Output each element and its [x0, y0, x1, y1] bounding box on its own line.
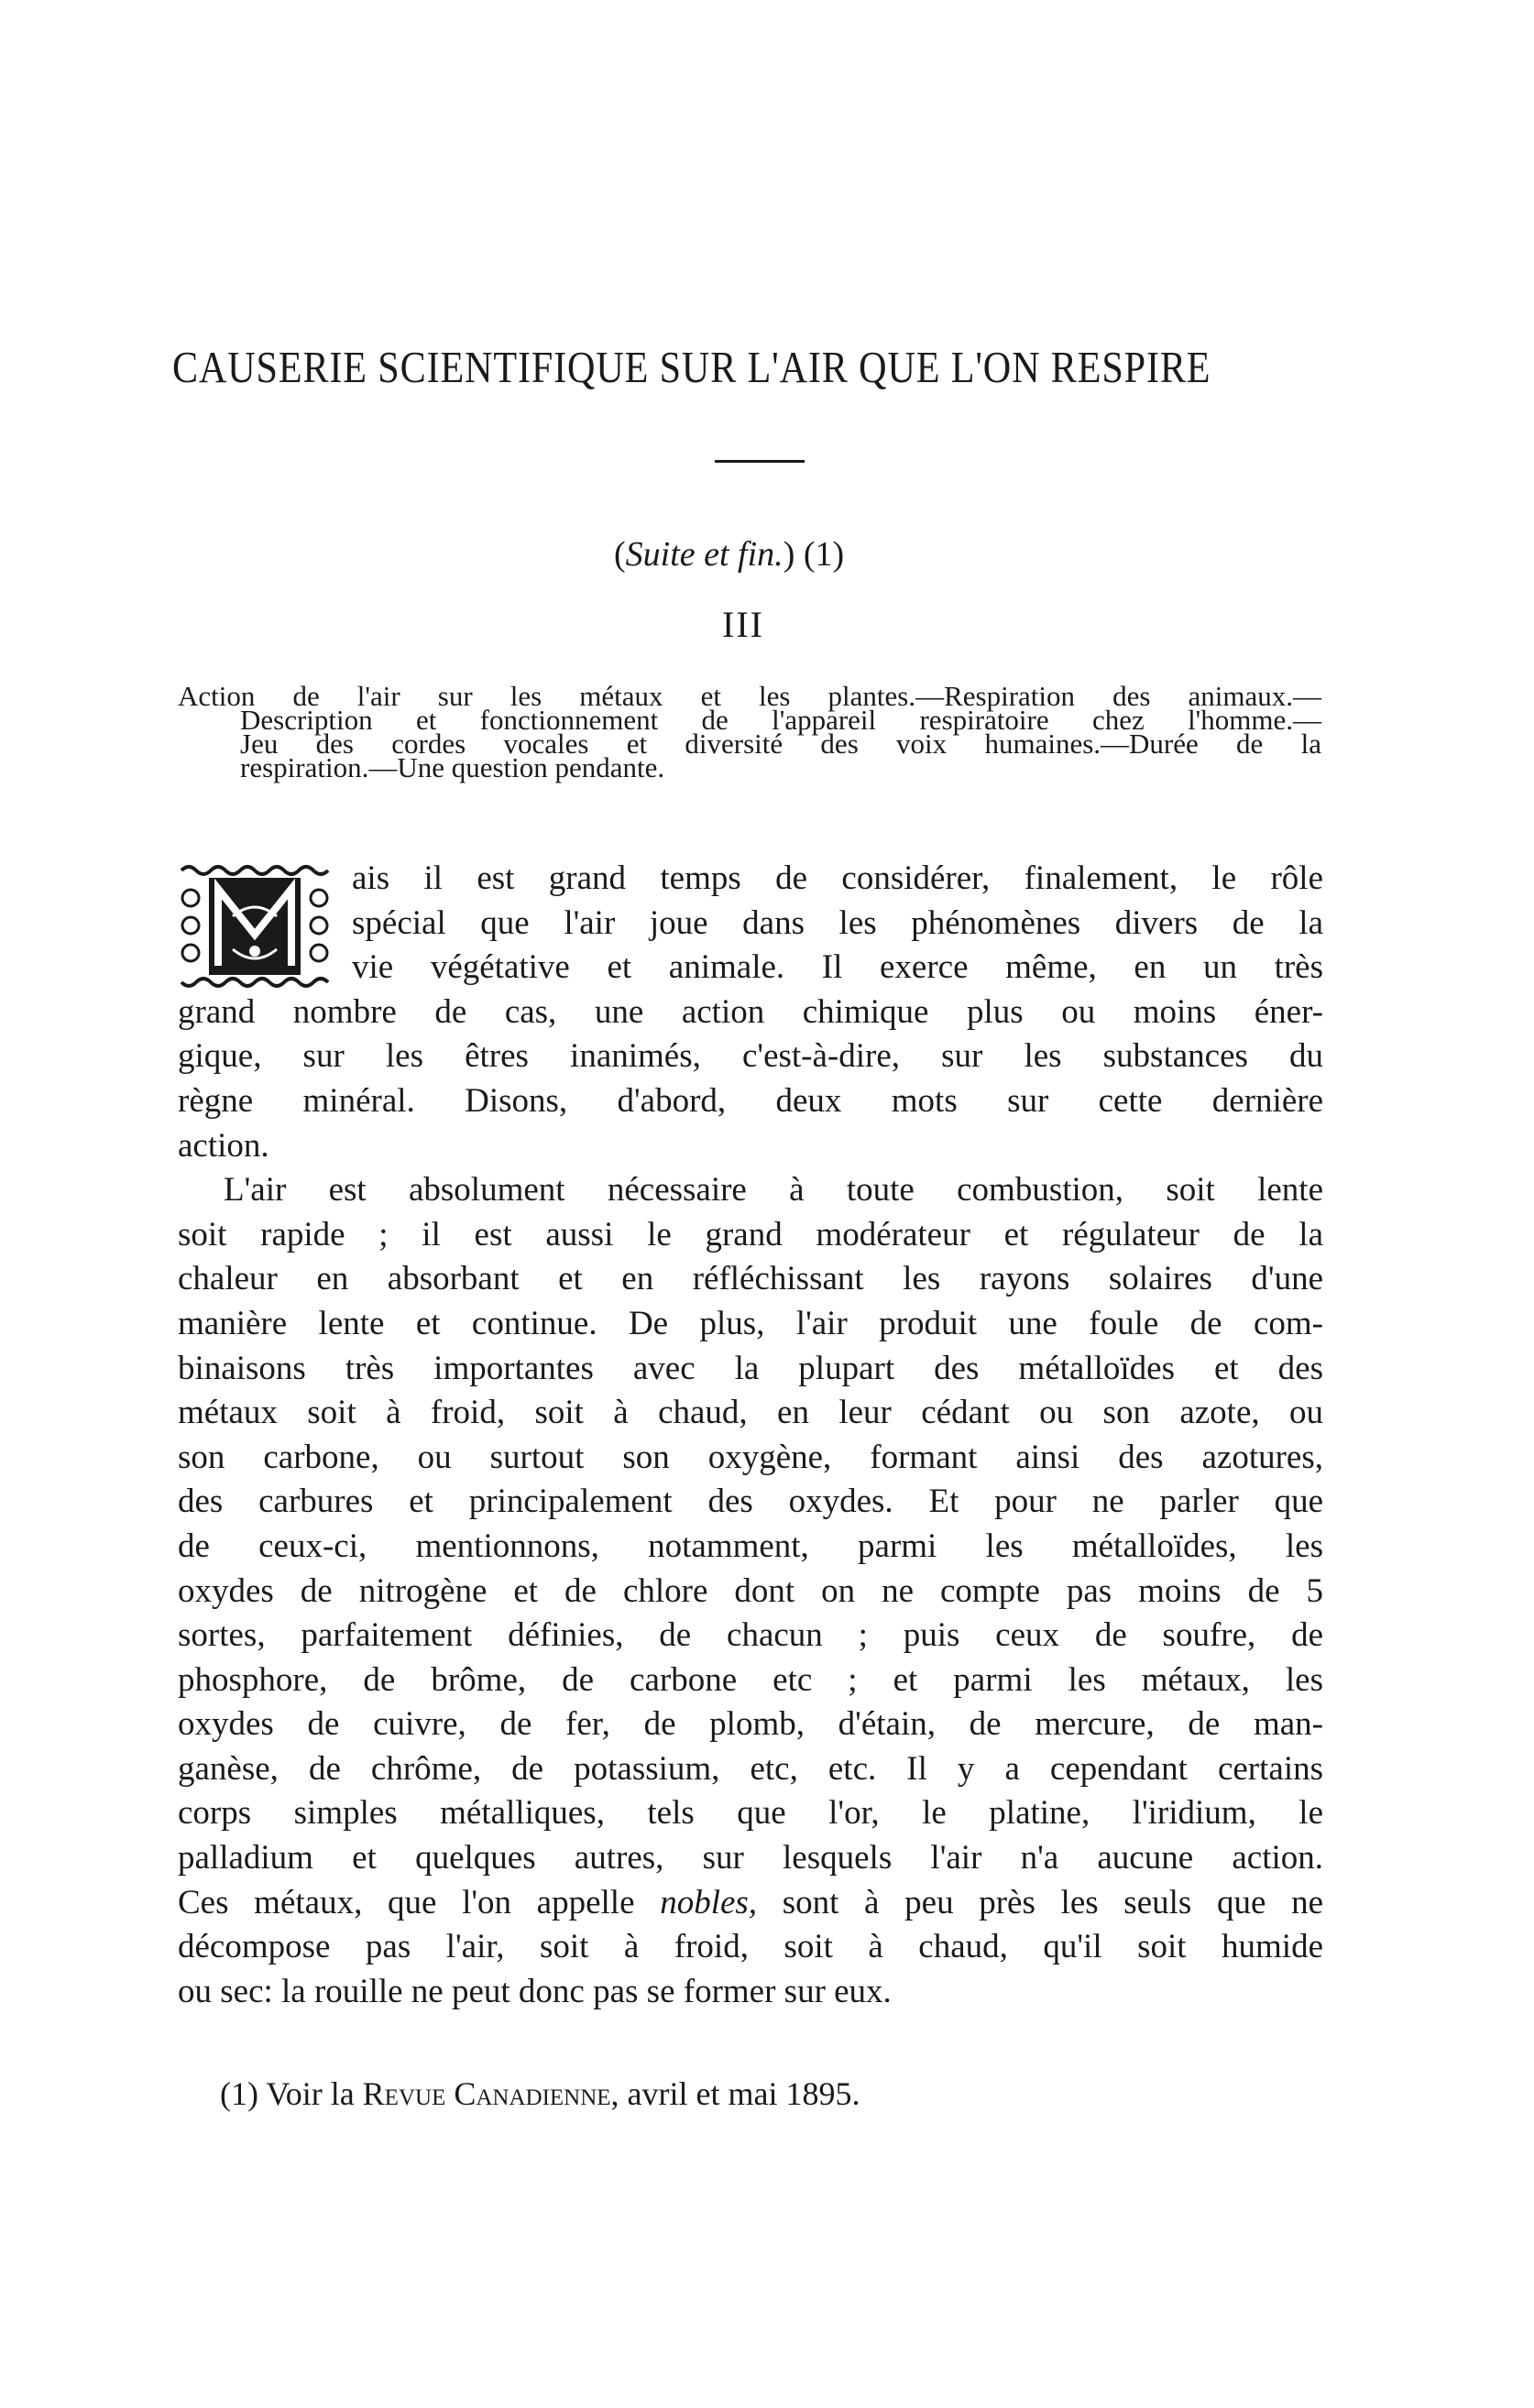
italic-term-nobles: nobles, [660, 1883, 758, 1921]
footnote-text-after: avril et mai 1895. [619, 2075, 860, 2112]
body-line: chaleur en absorbant et en réfléchissant les rayons solaires d'une [178, 1260, 1323, 1298]
body-line: oxydes de nitrogène et de chlore dont on ne compte pas moins de 5 [178, 1571, 1323, 1610]
body-line: soit rapide ; il est aussi le grand modérateur et régulateur de la [178, 1215, 1323, 1253]
body-line: oxydes de cuivre, de fer, de plomb, d'étain, de mercure, de man- [178, 1705, 1323, 1744]
body-line: sortes, parfaitement définies, de chacun ; puis ceux de soufre, de [178, 1616, 1323, 1655]
title-divider [715, 460, 805, 463]
section-summary [178, 680, 1321, 783]
body-line: L'air est absolument nécessaire à toute combustion, soit lente [224, 1171, 1323, 1209]
body-line: corps simples métalliques, tels que l'or, le platine, l'iridium, le [178, 1794, 1323, 1833]
footnote-journal-name: Revue Canadienne, [362, 2075, 619, 2112]
body-line: ais il est grand temps de considérer, finalement, le rôle [352, 859, 1323, 897]
section-number: III [722, 604, 764, 645]
body-line: son carbone, ou surtout son oxygène, formant ainsi des azotures, [178, 1438, 1323, 1476]
footnote-text-before: Voir la [266, 2075, 363, 2112]
footnote-ref: (1) [220, 2075, 258, 2112]
body-line: des carbures et principalement des oxydes. Et pour ne parler que [178, 1483, 1323, 1521]
body-line: de ceux-ci, mentionnons, notamment, parmi les métalloïdes, les [178, 1527, 1323, 1565]
body-line: binaisons très importantes avec la plupart des métalloïdes et des [178, 1349, 1323, 1387]
continuation-italic: Suite et fin. [625, 535, 783, 574]
body-line: action. [178, 1126, 269, 1165]
body-line: gique, sur les êtres inanimés, c'est-à-dire, sur les substances du [178, 1037, 1323, 1076]
body-line: grand nombre de cas, une action chimique plus ou moins éner- [178, 992, 1323, 1031]
summary-line: Action de l'air sur les métaux et les plantes.—Respiration des animaux.— [178, 680, 1321, 712]
summary-line: Description et fonctionnement de l'appareil respiratoire chez l'homme.— [240, 704, 1321, 736]
body-line: règne minéral. Disons, d'abord, deux mots sur cette dernière [178, 1081, 1323, 1120]
body-text-segment: Ces métaux, que l'on appelle [178, 1883, 661, 1921]
continuation-footnote-ref: (1) [803, 535, 845, 574]
body-line: palladium et quelques autres, sur lesquels l'air n'a aucune action. [178, 1839, 1323, 1877]
body-line: ganèse, de chrôme, de potassium, etc, etc. Il y a cependant certains [178, 1749, 1323, 1788]
article-body [178, 857, 1323, 2014]
body-line: manière lente et continue. De plus, l'air produit une foule de com- [178, 1304, 1323, 1342]
body-line: métaux soit à froid, soit à chaud, en leur cédant ou son azote, ou [178, 1394, 1323, 1432]
body-line: phosphore, de brôme, de carbone etc ; et parmi les métaux, les [178, 1660, 1323, 1699]
continuation-note: (Suite et fin.) (1) [614, 535, 845, 574]
summary-line: respiration.—Une question pendante. [240, 751, 665, 783]
body-line-with-italic [178, 1881, 1323, 1926]
body-line: décompose pas l'air, soit à froid, soit à chaud, qu'il soit humide [178, 1928, 1323, 1966]
body-text-segment: sont à peu près les seuls que ne [757, 1883, 1323, 1921]
body-line: ou sec: la rouille ne peut donc pas se former sur eux. [178, 1972, 892, 2010]
body-line: vie végétative et animale. Il exerce même, en un très [352, 948, 1323, 987]
article-title: CAUSERIE SCIENTIFIQUE SUR L'AIR QUE L'ON RESPIRE [172, 342, 1211, 392]
footnote [220, 2074, 860, 2113]
body-line: spécial que l'air joue dans les phénomènes divers de la [352, 903, 1323, 942]
summary-line: Jeu des cordes vocales et diversité des voix humaines.—Durée de la [240, 728, 1321, 760]
